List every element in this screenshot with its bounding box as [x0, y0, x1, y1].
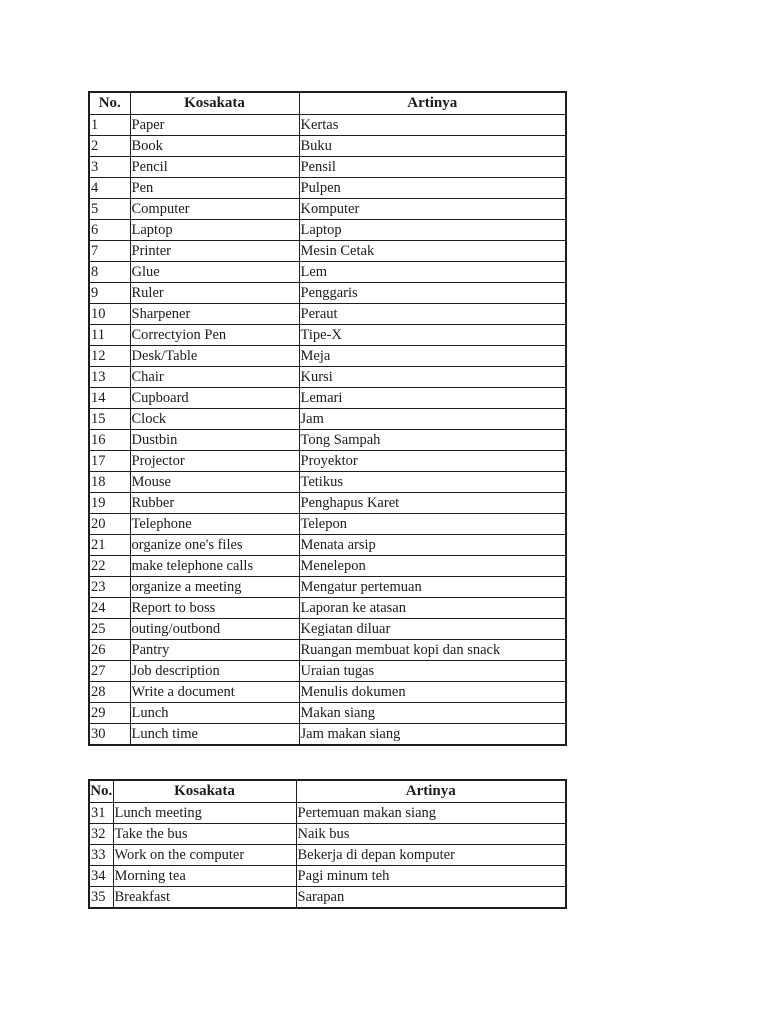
- table-row: [89, 661, 566, 682]
- cell-kosakata: Desk/Table: [130, 346, 299, 367]
- cell-kosakata: Projector: [130, 451, 299, 472]
- cell-no: 32: [89, 824, 113, 845]
- cell-artinya: Penghapus Karet: [299, 493, 566, 514]
- cell-artinya: Jam makan siang: [299, 724, 566, 746]
- cell-artinya: Meja: [299, 346, 566, 367]
- vocab-table-activities: [88, 779, 567, 909]
- cell-kosakata: organize one's files: [130, 535, 299, 556]
- cell-artinya: Tipe-X: [299, 325, 566, 346]
- cell-kosakata: make telephone calls: [130, 556, 299, 577]
- cell-no: 33: [89, 845, 113, 866]
- cell-artinya: Kertas: [299, 115, 566, 136]
- cell-artinya: Menata arsip: [299, 535, 566, 556]
- cell-no: 29: [89, 703, 130, 724]
- cell-artinya: Menelepon: [299, 556, 566, 577]
- cell-artinya: Proyektor: [299, 451, 566, 472]
- table-row: [89, 640, 566, 661]
- cell-artinya: Pagi minum teh: [296, 866, 566, 887]
- cell-kosakata: Cupboard: [130, 388, 299, 409]
- cell-artinya: Jam: [299, 409, 566, 430]
- cell-kosakata: Pen: [130, 178, 299, 199]
- table-row: [89, 346, 566, 367]
- cell-kosakata: Laptop: [130, 220, 299, 241]
- table-row: [89, 304, 566, 325]
- table-row: [89, 199, 566, 220]
- cell-no: 35: [89, 887, 113, 909]
- cell-no: 4: [89, 178, 130, 199]
- cell-no: 20: [89, 514, 130, 535]
- table-row: [89, 241, 566, 262]
- table-row: [89, 824, 566, 845]
- cell-artinya: Makan siang: [299, 703, 566, 724]
- cell-artinya: Pertemuan makan siang: [296, 803, 566, 824]
- table-row: [89, 367, 566, 388]
- cell-artinya: Tetikus: [299, 472, 566, 493]
- cell-kosakata: Ruler: [130, 283, 299, 304]
- cell-kosakata: Glue: [130, 262, 299, 283]
- cell-kosakata: Computer: [130, 199, 299, 220]
- cell-no: 3: [89, 157, 130, 178]
- cell-artinya: Komputer: [299, 199, 566, 220]
- cell-no: 11: [89, 325, 130, 346]
- cell-no: 15: [89, 409, 130, 430]
- cell-kosakata: Mouse: [130, 472, 299, 493]
- table-row: [89, 703, 566, 724]
- cell-artinya: Bekerja di depan komputer: [296, 845, 566, 866]
- table-row: [89, 845, 566, 866]
- cell-no: 23: [89, 577, 130, 598]
- cell-no: 25: [89, 619, 130, 640]
- column-header: Kosakata: [113, 780, 296, 803]
- cell-kosakata: Correctyion Pen: [130, 325, 299, 346]
- cell-artinya: Menulis dokumen: [299, 682, 566, 703]
- cell-artinya: Peraut: [299, 304, 566, 325]
- cell-kosakata: Take the bus: [113, 824, 296, 845]
- cell-artinya: Pulpen: [299, 178, 566, 199]
- cell-artinya: Uraian tugas: [299, 661, 566, 682]
- cell-no: 14: [89, 388, 130, 409]
- table-row: [89, 887, 566, 909]
- cell-artinya: Ruangan membuat kopi dan snack: [299, 640, 566, 661]
- table-row: [89, 598, 566, 619]
- table-row: [89, 472, 566, 493]
- cell-no: 16: [89, 430, 130, 451]
- cell-no: 17: [89, 451, 130, 472]
- cell-artinya: Lemari: [299, 388, 566, 409]
- cell-no: 28: [89, 682, 130, 703]
- table-row: [89, 577, 566, 598]
- cell-kosakata: Pencil: [130, 157, 299, 178]
- cell-kosakata: Lunch meeting: [113, 803, 296, 824]
- column-header: Artinya: [299, 92, 566, 115]
- cell-no: 27: [89, 661, 130, 682]
- table-row: [89, 535, 566, 556]
- cell-kosakata: Pantry: [130, 640, 299, 661]
- cell-kosakata: Breakfast: [113, 887, 296, 909]
- cell-artinya: Penggaris: [299, 283, 566, 304]
- table-row: [89, 262, 566, 283]
- cell-kosakata: Clock: [130, 409, 299, 430]
- column-header: No.: [89, 92, 130, 115]
- cell-kosakata: Sharpener: [130, 304, 299, 325]
- cell-no: 13: [89, 367, 130, 388]
- table-row: [89, 493, 566, 514]
- cell-no: 12: [89, 346, 130, 367]
- cell-no: 1: [89, 115, 130, 136]
- cell-kosakata: Write a document: [130, 682, 299, 703]
- cell-artinya: Telepon: [299, 514, 566, 535]
- cell-no: 10: [89, 304, 130, 325]
- table-row: [89, 409, 566, 430]
- table-row: [89, 388, 566, 409]
- cell-artinya: Kegiatan diluar: [299, 619, 566, 640]
- cell-kosakata: Lunch time: [130, 724, 299, 746]
- cell-artinya: Lem: [299, 262, 566, 283]
- table-row: [89, 325, 566, 346]
- cell-kosakata: Printer: [130, 241, 299, 262]
- cell-no: 6: [89, 220, 130, 241]
- cell-kosakata: Lunch: [130, 703, 299, 724]
- cell-no: 18: [89, 472, 130, 493]
- cell-no: 24: [89, 598, 130, 619]
- cell-kosakata: Work on the computer: [113, 845, 296, 866]
- cell-artinya: Mesin Cetak: [299, 241, 566, 262]
- cell-artinya: Sarapan: [296, 887, 566, 909]
- table-row: [89, 430, 566, 451]
- table-row: [89, 514, 566, 535]
- cell-kosakata: Rubber: [130, 493, 299, 514]
- cell-no: 19: [89, 493, 130, 514]
- cell-no: 2: [89, 136, 130, 157]
- cell-kosakata: Dustbin: [130, 430, 299, 451]
- column-header: Artinya: [296, 780, 566, 803]
- cell-kosakata: Job description: [130, 661, 299, 682]
- cell-artinya: Laptop: [299, 220, 566, 241]
- cell-no: 26: [89, 640, 130, 661]
- table-row: [89, 866, 566, 887]
- cell-kosakata: Book: [130, 136, 299, 157]
- table-row: [89, 157, 566, 178]
- cell-artinya: Tong Sampah: [299, 430, 566, 451]
- cell-artinya: Kursi: [299, 367, 566, 388]
- header-row: [89, 780, 566, 803]
- cell-kosakata: organize a meeting: [130, 577, 299, 598]
- cell-artinya: Pensil: [299, 157, 566, 178]
- cell-no: 22: [89, 556, 130, 577]
- cell-no: 5: [89, 199, 130, 220]
- cell-artinya: Mengatur pertemuan: [299, 577, 566, 598]
- cell-no: 31: [89, 803, 113, 824]
- cell-no: 8: [89, 262, 130, 283]
- cell-no: 9: [89, 283, 130, 304]
- cell-kosakata: Paper: [130, 115, 299, 136]
- table-row: [89, 682, 566, 703]
- cell-kosakata: Report to boss: [130, 598, 299, 619]
- header-row: [89, 92, 566, 115]
- cell-kosakata: outing/outbond: [130, 619, 299, 640]
- cell-kosakata: Morning tea: [113, 866, 296, 887]
- table-row: [89, 803, 566, 824]
- cell-no: 21: [89, 535, 130, 556]
- cell-no: 7: [89, 241, 130, 262]
- cell-no: 30: [89, 724, 130, 746]
- table-row: [89, 619, 566, 640]
- table-row: [89, 220, 566, 241]
- vocab-table-office-items: [88, 91, 567, 746]
- table-row: [89, 178, 566, 199]
- table-row: [89, 451, 566, 472]
- cell-artinya: Laporan ke atasan: [299, 598, 566, 619]
- table-row: [89, 136, 566, 157]
- table-row: [89, 556, 566, 577]
- cell-artinya: Naik bus: [296, 824, 566, 845]
- column-header: No.: [89, 780, 113, 803]
- cell-kosakata: Chair: [130, 367, 299, 388]
- cell-artinya: Buku: [299, 136, 566, 157]
- column-header: Kosakata: [130, 92, 299, 115]
- cell-no: 34: [89, 866, 113, 887]
- table-row: [89, 283, 566, 304]
- cell-kosakata: Telephone: [130, 514, 299, 535]
- table-row: [89, 724, 566, 746]
- table-row: [89, 115, 566, 136]
